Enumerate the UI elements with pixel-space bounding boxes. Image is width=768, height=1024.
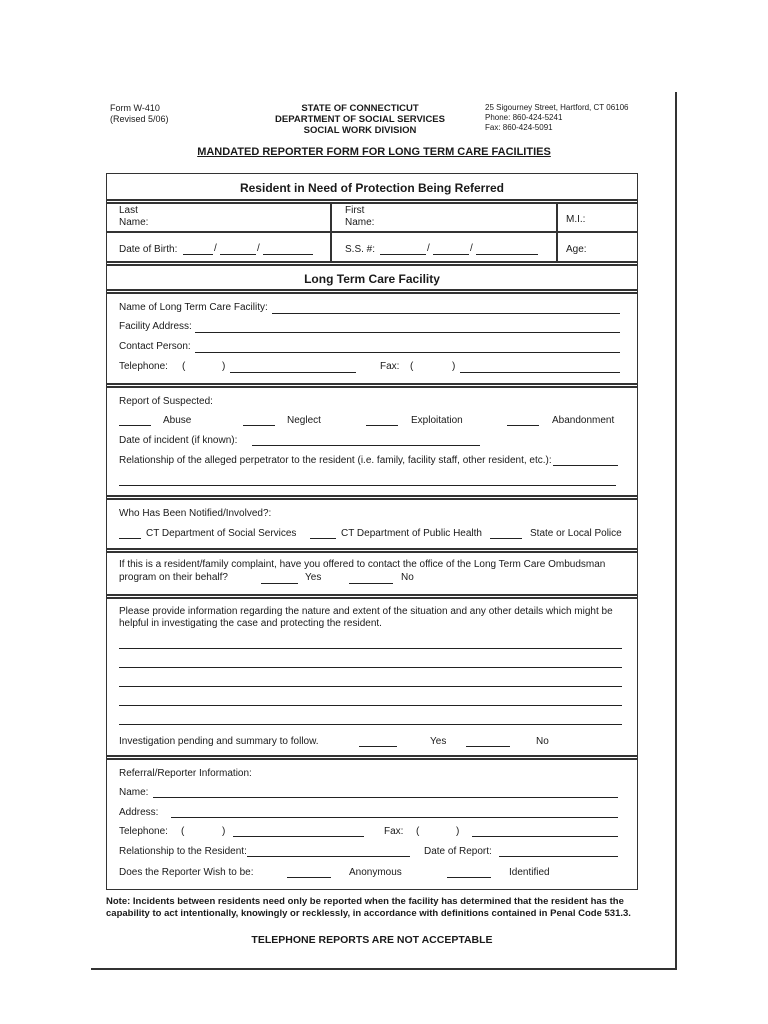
reporter-telephone-paren: ( bbox=[181, 826, 185, 837]
dss-label: CT Department of Social Services bbox=[146, 528, 297, 539]
dob-month-field[interactable] bbox=[183, 254, 213, 255]
facility-fax-paren: ( bbox=[410, 361, 414, 372]
anonymous-label: Anonymous bbox=[349, 867, 402, 878]
facility-name-label: Name of Long Term Care Facility: bbox=[119, 302, 268, 313]
reporter-fax-label: Fax: bbox=[384, 826, 404, 837]
police-label: State or Local Police bbox=[530, 528, 622, 539]
details-line-3[interactable] bbox=[119, 686, 622, 687]
resident-relationship-field[interactable] bbox=[247, 856, 410, 857]
incident-date-field[interactable] bbox=[252, 445, 480, 446]
agency-block bbox=[260, 103, 460, 136]
dob-label: Date of Birth: bbox=[119, 244, 178, 255]
reporter-wish-label: Does the Reporter Wish to be: bbox=[119, 867, 254, 878]
dob-slash: / bbox=[257, 243, 260, 254]
dph-label: CT Department of Public Health bbox=[341, 528, 482, 539]
divider bbox=[106, 597, 638, 599]
details-line-4[interactable] bbox=[119, 705, 622, 706]
pending-yes-label: Yes bbox=[430, 736, 447, 747]
page-edge-bottom bbox=[91, 968, 677, 970]
resident-relationship-label: Relationship to the Resident: bbox=[119, 846, 247, 857]
reporter-telephone-paren: ) bbox=[222, 826, 226, 837]
perpetrator-relationship-field[interactable] bbox=[553, 465, 618, 466]
facility-heading: Long Term Care Facility bbox=[304, 272, 440, 286]
divider bbox=[106, 758, 638, 760]
ssn-part2-field[interactable] bbox=[433, 254, 469, 255]
divider bbox=[106, 383, 638, 385]
divider bbox=[106, 594, 638, 596]
contact-person-field[interactable] bbox=[195, 352, 620, 353]
facility-telephone-paren: ) bbox=[222, 361, 226, 372]
police-checkbox[interactable] bbox=[490, 538, 522, 539]
dob-slash: / bbox=[214, 243, 217, 254]
ssn-slash: / bbox=[427, 243, 430, 254]
ombudsman-no-checkbox[interactable] bbox=[349, 583, 393, 584]
pending-no-checkbox[interactable] bbox=[466, 746, 510, 747]
reporter-label: Referral/Reporter Information: bbox=[119, 768, 252, 779]
agency-state: STATE OF CONNECTICUT bbox=[301, 103, 419, 114]
agency-fax: Fax: 860-424-5091 bbox=[485, 123, 553, 132]
report-date-label: Date of Report: bbox=[424, 846, 492, 857]
pending-no-label: No bbox=[536, 736, 549, 747]
details-line-1[interactable] bbox=[119, 648, 622, 649]
reporter-telephone-label: Telephone: bbox=[119, 826, 168, 837]
details-instructions: Please provide information regarding the nature and extent of the situation and any other details which might be helpful in investigating the case and protecting the resident. bbox=[119, 606, 613, 629]
divider bbox=[330, 202, 332, 263]
reporter-fax-paren: ) bbox=[456, 826, 460, 837]
facility-address-field[interactable] bbox=[195, 332, 620, 333]
exploitation-checkbox[interactable] bbox=[366, 425, 398, 426]
identified-label: Identified bbox=[509, 867, 550, 878]
details-line-5[interactable] bbox=[119, 724, 622, 725]
abuse-label: Abuse bbox=[163, 415, 192, 426]
facility-telephone-label: Telephone: bbox=[119, 361, 168, 372]
ombudsman-no-label: No bbox=[401, 572, 414, 583]
telephone-reports-notice: TELEPHONE REPORTS ARE NOT ACCEPTABLE bbox=[251, 934, 493, 946]
dss-checkbox[interactable] bbox=[119, 538, 141, 539]
divider bbox=[106, 495, 638, 497]
form-title: MANDATED REPORTER FORM FOR LONG TERM CARE FACILITIES bbox=[197, 146, 551, 158]
ssn-slash: / bbox=[470, 243, 473, 254]
abandonment-label: Abandonment bbox=[552, 415, 615, 426]
report-date-field[interactable] bbox=[499, 856, 618, 857]
agency-contact-block bbox=[485, 103, 629, 133]
ombudsman-question: If this is a resident/family complaint, have you offered to contact the office of the Long Term Care Ombudsman bbox=[119, 559, 606, 570]
facility-address-label: Facility Address: bbox=[119, 321, 192, 332]
first-name-label: First Name: bbox=[345, 205, 375, 228]
form-number-block bbox=[110, 103, 169, 125]
exploitation-label: Exploitation bbox=[411, 415, 463, 426]
perpetrator-relationship-field-2[interactable] bbox=[119, 485, 616, 486]
divider bbox=[106, 551, 638, 553]
age-label: Age: bbox=[566, 244, 587, 255]
note-text: Note: Incidents between residents need only be reported when the facility has determined that the resident has the capability to act intentionally, knowingly or recklessly, in accordance with definitions contained in Penal Code 531.3. bbox=[106, 896, 631, 919]
ssn-part1-field[interactable] bbox=[380, 254, 426, 255]
divider bbox=[106, 231, 638, 233]
incident-date-label: Date of incident (if known): bbox=[119, 435, 238, 446]
resident-heading: Resident in Need of Protection Being Referred bbox=[239, 181, 505, 195]
ombudsman-yes-checkbox[interactable] bbox=[261, 583, 298, 584]
investigation-pending-label: Investigation pending and summary to follow. bbox=[119, 736, 319, 747]
form-number: Form W-410 bbox=[110, 103, 160, 113]
dob-day-field[interactable] bbox=[220, 254, 256, 255]
ssn-part3-field[interactable] bbox=[476, 254, 538, 255]
divider bbox=[106, 755, 638, 757]
divider bbox=[106, 264, 638, 266]
facility-telephone-field[interactable] bbox=[230, 372, 356, 373]
reporter-fax-field[interactable] bbox=[472, 836, 618, 837]
ombudsman-yes-label: Yes bbox=[305, 572, 322, 583]
facility-name-field[interactable] bbox=[272, 313, 620, 314]
reporter-name-label: Name: bbox=[119, 787, 149, 798]
neglect-checkbox[interactable] bbox=[243, 425, 275, 426]
agency-address: 25 Sigourney Street, Hartford, CT 06106 bbox=[485, 103, 629, 112]
perpetrator-relationship-label: Relationship of the alleged perpetrator to the resident (i.e. family, facility staff, other resident, etc.): bbox=[119, 455, 552, 466]
divider bbox=[106, 202, 638, 204]
page-edge-right bbox=[675, 92, 677, 970]
ssn-label: S.S. #: bbox=[345, 244, 376, 255]
agency-division: SOCIAL WORK DIVISION bbox=[303, 125, 417, 136]
suspected-label: Report of Suspected: bbox=[119, 396, 213, 407]
details-line-2[interactable] bbox=[119, 667, 622, 668]
divider bbox=[556, 202, 558, 263]
divider bbox=[106, 386, 638, 388]
divider bbox=[106, 199, 638, 201]
facility-fax-field[interactable] bbox=[460, 372, 620, 373]
last-name-label: Last Name: bbox=[119, 205, 149, 228]
agency-department: DEPARTMENT OF SOCIAL SERVICES bbox=[275, 114, 445, 125]
divider bbox=[106, 548, 638, 550]
dob-year-field[interactable] bbox=[263, 254, 313, 255]
facility-fax-label: Fax: bbox=[380, 361, 400, 372]
divider bbox=[106, 292, 638, 294]
reporter-name-field[interactable] bbox=[153, 797, 618, 798]
reporter-address-field[interactable] bbox=[171, 817, 618, 818]
ombudsman-question-2: program on their behalf? bbox=[119, 572, 228, 583]
facility-fax-paren: ) bbox=[452, 361, 456, 372]
abandonment-checkbox[interactable] bbox=[507, 425, 539, 426]
facility-telephone-paren: ( bbox=[182, 361, 186, 372]
agency-phone: Phone: 860-424-5241 bbox=[485, 113, 563, 122]
divider bbox=[106, 289, 638, 291]
reporter-fax-paren: ( bbox=[416, 826, 420, 837]
contact-person-label: Contact Person: bbox=[119, 341, 191, 352]
form-revision: (Revised 5/06) bbox=[110, 114, 169, 124]
anonymous-checkbox[interactable] bbox=[287, 877, 331, 878]
neglect-label: Neglect bbox=[287, 415, 321, 426]
middle-initial-label: M.I.: bbox=[566, 214, 586, 225]
divider bbox=[106, 498, 638, 500]
divider bbox=[106, 261, 638, 263]
reporter-telephone-field[interactable] bbox=[233, 836, 364, 837]
notified-label: Who Has Been Notified/Involved?: bbox=[119, 508, 272, 519]
abuse-checkbox[interactable] bbox=[119, 425, 151, 426]
reporter-address-label: Address: bbox=[119, 807, 159, 818]
dph-checkbox[interactable] bbox=[310, 538, 336, 539]
pending-yes-checkbox[interactable] bbox=[359, 746, 397, 747]
identified-checkbox[interactable] bbox=[447, 877, 491, 878]
